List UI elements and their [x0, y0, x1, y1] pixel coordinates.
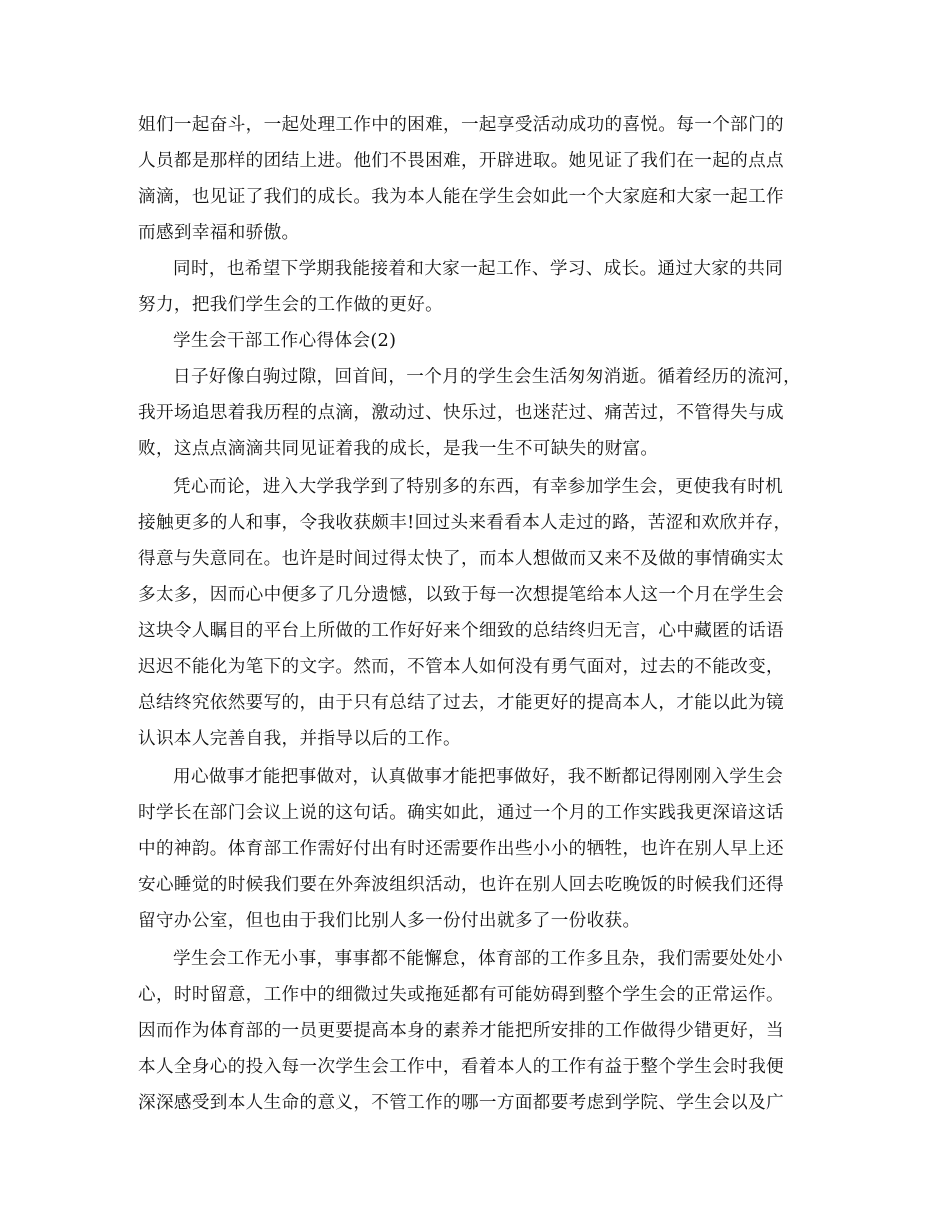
text-line: 因而作为体育部的一员更要提高本身的素养才能把所安排的工作做得少错更好，当: [138, 1021, 784, 1041]
paragraph-start-line: 同时，也希望下学期我能接着和大家一起工作、学习、成长。通过大家的共同: [173, 259, 784, 279]
text-line: 而感到幸福和骄傲。: [138, 223, 300, 243]
text-line: 人员都是那样的团结上进。他们不畏困难，开辟进取。她见证了我们在一起的点点: [138, 151, 784, 171]
text-line: 安心睡觉的时候我们要在外奔波组织活动，也许在别人回去吃晚饭的时候我们还得: [138, 875, 784, 895]
text-line: 深深感受到本人生命的意义，不管工作的哪一方面都要考虑到学院、学生会以及广: [138, 1093, 784, 1113]
paragraph-start-line: 用心做事才能把事做对，认真做事才能把事做好，我不断都记得刚刚入学生会: [173, 767, 784, 787]
paragraph-start-line: 学生会工作无小事，事事都不能懈怠，体育部的工作多且杂，我们需要处处小: [173, 949, 784, 969]
text-line: 中的神韵。体育部工作需好付出有时还需要作出些小小的牺牲，也许在别人早上还: [138, 839, 784, 859]
text-line: 总结终究依然要写的，由于只有总结了过去，才能更好的提高本人，才能以此为镜: [138, 693, 784, 713]
text-line: 心，时时留意，工作中的细微过失或拖延都有可能妨碍到整个学生会的正常运作。: [138, 985, 784, 1005]
text-line: 认识本人完善自我，并指导以后的工作。: [138, 729, 461, 749]
text-line: 努力，把我们学生会的工作做的更好。: [138, 295, 444, 315]
text-line: 这块令人瞩目的平台上所做的工作好好来个细致的总结终归无言，心中藏匿的话语: [138, 621, 784, 641]
text-line: 多太多，因而心中便多了几分遗憾，以致于每一次想提笔给本人这一个月在学生会: [138, 585, 784, 605]
text-line: 接触更多的人和事，令我收获颇丰!回过头来看看本人走过的路，苦涩和欢欣并存，: [138, 513, 792, 533]
text-line: 败，这点点滴滴共同见证着我的成长，是我一生不可缺失的财富。: [138, 439, 659, 459]
paragraph-start-line: 日子好像白驹过隙，回首间，一个月的学生会生活匆匆消逝。循着经历的流河，: [173, 367, 802, 387]
section-heading: 学生会干部工作心得体会(2): [173, 331, 397, 351]
document-body: [138, 110, 818, 1124]
text-line: 留守办公室，但也由于我们比别人多一份付出就多了一份收获。: [138, 911, 641, 931]
text-line: 姐们一起奋斗，一起处理工作中的困难，一起享受活动成功的喜悦。每一个部门的: [138, 115, 784, 135]
text-line: 时学长在部门会议上说的这句话。确实如此，通过一个月的工作实践我更深谙这话: [138, 803, 784, 823]
text-line: 我开场追思着我历程的点滴，激动过、快乐过，也迷茫过、痛苦过，不管得失与成: [138, 403, 784, 423]
paragraph-start-line: 凭心而论，进入大学我学到了特别多的东西，有幸参加学生会，更使我有时机: [173, 477, 784, 497]
text-line: 迟迟不能化为笔下的文字。然而，不管本人如何没有勇气面对，过去的不能改变，: [138, 657, 784, 677]
text-line: 滴滴，也见证了我们的成长。我为本人能在学生会如此一个大家庭和大家一起工作: [138, 187, 784, 207]
text-line: 得意与失意同在。也许是时间过得太快了，而本人想做而又来不及做的事情确实太: [138, 549, 784, 569]
text-line: 本人全身心的投入每一次学生会工作中，看着本人的工作有益于整个学生会时我便: [138, 1057, 784, 1077]
